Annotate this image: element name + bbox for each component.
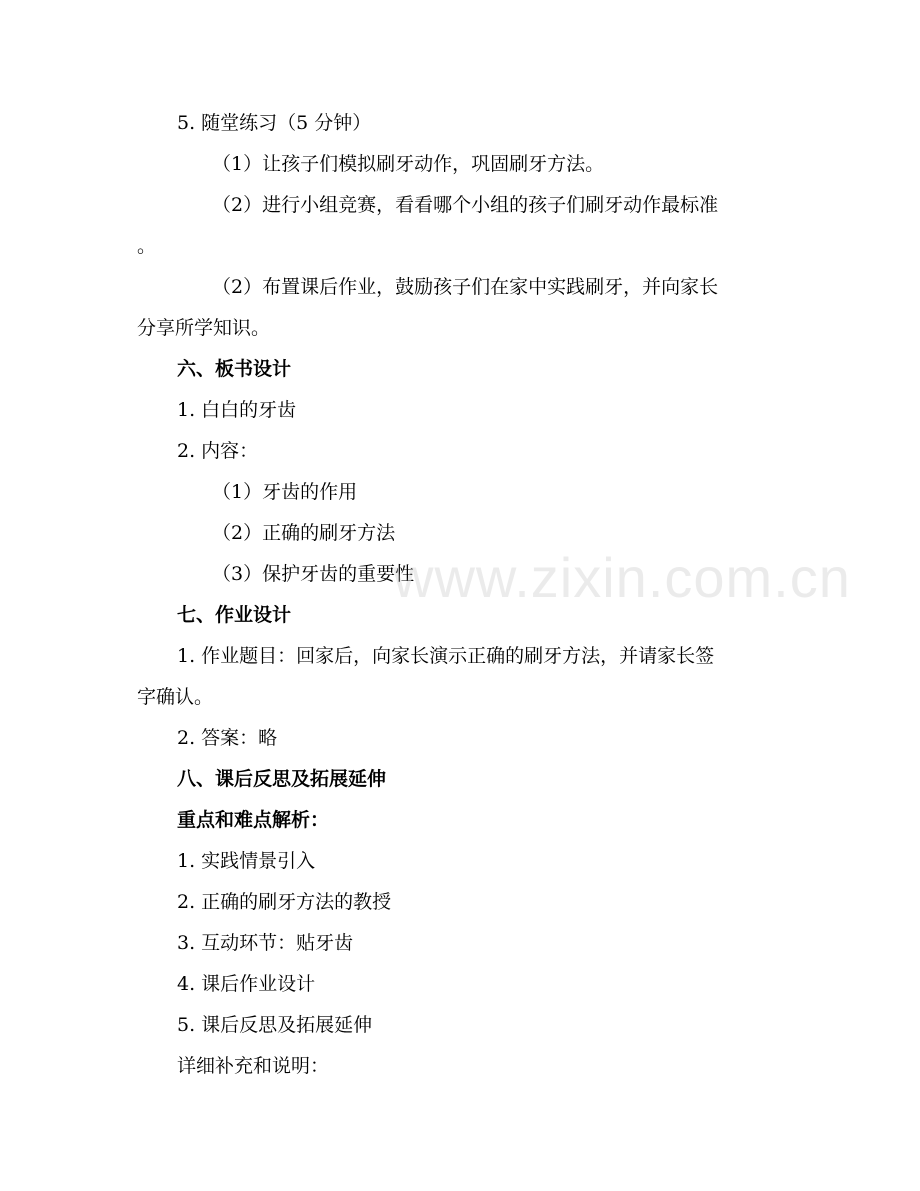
- heading-homework-design: 七、作业设计: [177, 604, 292, 626]
- key-point-2: 2. 正确的刷牙方法的教授: [177, 891, 392, 913]
- details-heading: 详细补充和说明：: [177, 1055, 330, 1077]
- heading-key-points: 重点和难点解析：: [177, 809, 330, 831]
- homework-item-1: 1. 作业题目：回家后，向家长演示正确的刷牙方法，并请家长签: [177, 645, 715, 667]
- blackboard-item-1: 1. 白白的牙齿: [177, 399, 297, 421]
- homework-item-1-continuation: 字确认。: [137, 686, 214, 708]
- heading-blackboard-design: 六、板书设计: [177, 358, 292, 380]
- key-point-4: 4. 课后作业设计: [177, 973, 316, 995]
- practice-step-1: （1）让孩子们模拟刷牙动作，巩固刷牙方法。: [212, 153, 605, 175]
- blackboard-subitem-3: （3）保护牙齿的重要性: [212, 563, 415, 585]
- practice-step-3: （2）布置课后作业，鼓励孩子们在家中实践刷牙，并向家长: [212, 276, 719, 298]
- section-item-practice: 5. 随堂练习（5 分钟）: [177, 112, 372, 134]
- key-point-5: 5. 课后反思及拓展延伸: [177, 1014, 373, 1036]
- homework-item-2: 2. 答案：略: [177, 727, 278, 749]
- blackboard-subitem-2: （2）正确的刷牙方法: [212, 522, 396, 544]
- practice-step-2: （2）进行小组竞赛，看看哪个小组的孩子们刷牙动作最标准: [212, 194, 719, 216]
- blackboard-subitem-1: （1）牙齿的作用: [212, 481, 358, 503]
- key-point-3: 3. 互动环节：贴牙齿: [177, 932, 354, 954]
- blackboard-item-2: 2. 内容：: [177, 440, 259, 462]
- heading-reflection: 八、课后反思及拓展延伸: [177, 768, 387, 790]
- key-point-1: 1. 实践情景引入: [177, 850, 316, 872]
- watermark-text: www.zixin.com.cn: [393, 546, 851, 609]
- practice-step-3-continuation: 分享所学知识。: [137, 317, 271, 339]
- practice-step-2-continuation: 。: [137, 235, 157, 257]
